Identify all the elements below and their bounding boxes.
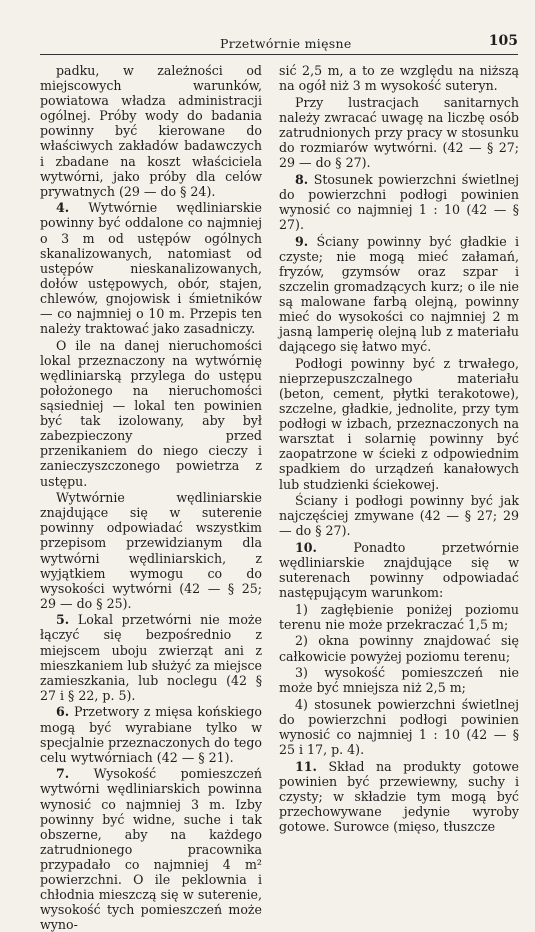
section-number: 7.	[56, 766, 70, 782]
paragraph-text: padku, w zależności od miejscowych warunków, powiatowa władza administracji ogólnej. Próby wody do badania powinny być kierowane do właściwych zakładów badawczych i zbadane na koszt właściciela wytwórni, jako próby dla celów prywatnych (29 — do § 24).	[40, 63, 262, 199]
section-number: 5.	[56, 612, 70, 628]
left-text-column	[40, 63, 262, 932]
paragraph-text: Wytwórnie wędliniarskie powinny być oddalone co najmniej o 3 m od ustępów ogólnych skanalizowanych, natomiast od ustępów nieskanalizowanych, dołów ustępowych, obór, stajen, chlewów, gnojowisk i śmietników — co najmniej o 10 m. Przepis ten należy traktować jako zasadniczy.	[40, 200, 262, 337]
section-number: 11.	[295, 758, 317, 774]
paragraph	[40, 63, 262, 199]
paragraph-text: 3) wysokość pomieszczeń nie może być mniejsza niż 2,5 m;	[279, 665, 519, 696]
page-number: 105	[488, 33, 518, 49]
paragraph-text: Wytwórnie wędliniarskie znajdujące się w suterenie powinny odpowiadać wszystkim przepisom przewidzianym dla wytwórni wędliniarskich, z wyjątkiem wymogu co do wysokości wytwórni (42 — § 25; 29 — do § 25).	[40, 490, 262, 611]
paragraph-text: Skład na produkty gotowe powinien być przewiewny, suchy i czysty; w składzie tym mogą być przechowywane jedynie wyroby gotowe. Surowce (mięso, tłuszcze	[279, 758, 519, 835]
paragraph	[279, 602, 519, 632]
section-number: 9.	[295, 233, 309, 249]
paragraph-text: Ponadto przetwórnie wędliniarskie znajdujące się w suterenach powinny odpowiadać następującym warunkom:	[279, 539, 519, 601]
paragraph	[40, 704, 262, 764]
paragraph	[40, 200, 262, 336]
paragraph-text: Przy lustracjach sanitarnych należy zwracać uwagę na liczbę osób zatrudnionych przy pracy w stosunku do rozmiarów wytwórni. (42 — § 27; 29 — do § 27).	[279, 94, 519, 171]
section-number: 10.	[295, 539, 317, 555]
paragraph	[279, 493, 519, 538]
paragraph	[279, 633, 519, 663]
paragraph-text: Stosunek powierzchni świetlnej do powierzchni podłogi powinien wynosić co najmniej 1 : 10 (42 — § 27).	[279, 171, 519, 232]
paragraph-text: Ściany i podłogi powinny być jak najczęściej zmywane (42 — § 27; 29 — do § 27).	[279, 493, 519, 539]
section-number: 6.	[56, 704, 70, 720]
running-header	[40, 33, 518, 55]
paragraph-text: Wysokość pomieszczeń wytwórni wędliniarskich powinna wynosić co najmniej 3 m. Izby powinny być widne, suche i tak obszerne, aby na każdego zatrudnionego pracownika przypadało co najmniej 4 m² powierzchni. O ile peklownia i chłodnia mieszczą się w suterenie, wysokość tych pomieszczeń może wyno-	[40, 766, 262, 932]
paragraph	[279, 356, 519, 492]
paragraph	[40, 612, 262, 703]
paragraph	[279, 95, 519, 170]
paragraph-text: Przetwory z mięsa końskiego mogą być wyrabiane tylko w specjalnie przeznaczonych do tego celu wytwórniach (42 — § 21).	[40, 704, 262, 765]
running-title: Przetwórnie mięsne	[220, 36, 352, 51]
paragraph	[279, 234, 519, 355]
paragraph	[279, 759, 519, 834]
paragraph	[40, 490, 262, 611]
paragraph-text: 4) stosunek powierzchni świetlnej do powierzchni podłogi powinien wynosić co najmniej 1 : 10 (42 — § 25 i 17, p. 4).	[279, 696, 519, 758]
paragraph	[279, 540, 519, 600]
paragraph-text: sić 2,5 m, a to ze względu na niższą na ogół niż 3 m wysokość suteryn.	[279, 63, 519, 94]
paragraph	[279, 172, 519, 232]
paragraph-text: Lokal przetwórni nie może łączyć się bezpośrednio z miejscem uboju zwierząt ani z mieszkaniem lub służyć za miejsce zamieszkania, lub noclegu (42 § 27 i § 22, p. 5).	[40, 612, 262, 703]
paragraph	[40, 766, 262, 932]
section-number: 8.	[295, 171, 309, 187]
paragraph-text: Ściany powinny być gładkie i czyste; nie mogą mieć załamań, fryzów, gzymsów oraz szpar i szczelin gromadzących kurz; o ile nie są malowane farbą olejną, powinny mieć do wysokości co najmniej 2 m jasną lamperię olejną lub z materiału dającego się łatwo myć.	[279, 233, 519, 355]
paragraph	[279, 63, 519, 93]
right-text-column	[279, 63, 519, 835]
paragraph-text: 2) okna powinny znajdować się całkowicie powyżej poziomu terenu;	[279, 633, 519, 664]
section-number: 4.	[56, 200, 70, 216]
paragraph-text: Podłogi powinny być z trwałego, nieprzepuszczalnego materiału (beton, cement, płytki terakotowe), szczelne, gładkie, jednolite, przy tym podłogi w izbach, przeznaczonych na warsztat i solarnię powinny być zaopatrzone w ścieki z odpowiednim spadkiem do urządzeń kanałowych lub studzienki ściekowej.	[279, 355, 519, 492]
paragraph	[279, 665, 519, 695]
paragraph-text: O ile na danej nieruchomości lokal przeznaczony na wytwórnię wędliniarską przylega do ustępu położonego na nieruchomości sąsiedniej — lokal ten powinien być tak izolowany, aby był zabezpieczony przed przenikaniem do niego cieczy i zanieczyszczonego powietrza z ustępu.	[40, 337, 262, 489]
paragraph	[40, 338, 262, 489]
paragraph-text: 1) zagłębienie poniżej poziomu terenu nie może przekraczać 1,5 m;	[279, 601, 519, 632]
paragraph	[279, 697, 519, 757]
